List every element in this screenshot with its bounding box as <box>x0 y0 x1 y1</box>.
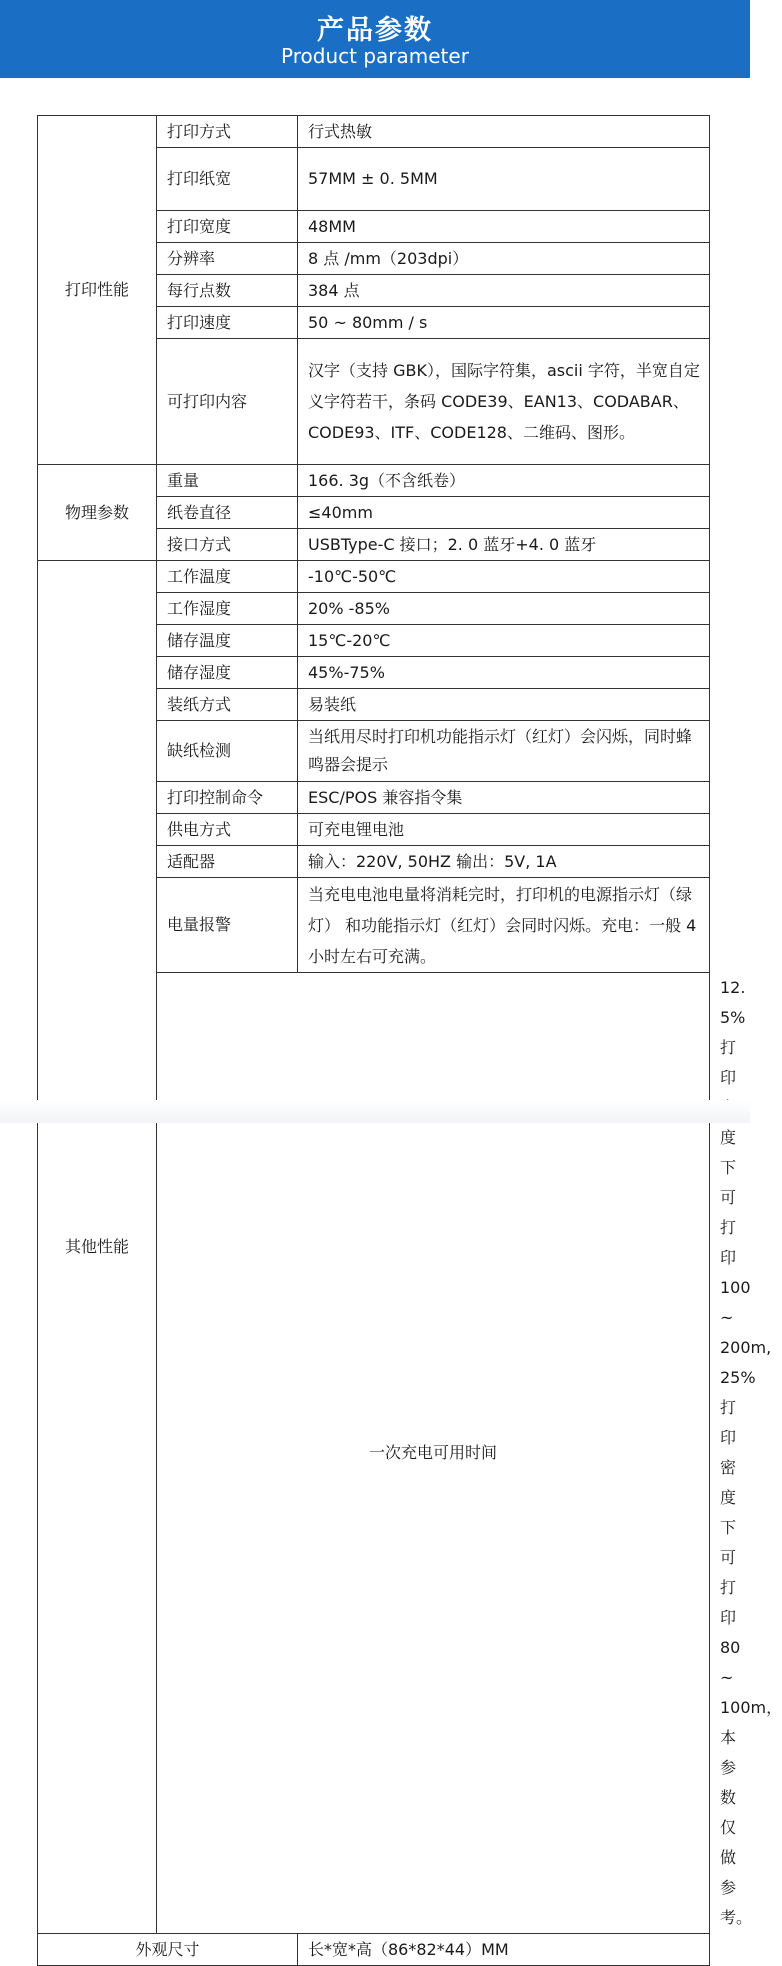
row-label: 一次充电可用时间 <box>157 973 710 1934</box>
row-value: 50 ~ 80mm / s <box>298 307 710 339</box>
row-value: ≤40mm <box>298 497 710 529</box>
row-value: 当纸用尽时打印机功能指示灯（红灯）会闪烁，同时蜂鸣器会提示 <box>298 721 710 782</box>
row-value: 45%-75% <box>298 657 710 689</box>
row-value: 当充电电池电量将消耗完时，打印机的电源指示灯（绿灯） 和功能指示灯（红灯）会同时闪烁。充电：一般 4 小时左右可充满。 <box>298 878 710 973</box>
row-label: 每行点数 <box>157 275 298 307</box>
row-label: 储存湿度 <box>157 657 298 689</box>
row-value: 384 点 <box>298 275 710 307</box>
row-label: 打印纸宽 <box>157 148 298 211</box>
group-label-print: 打印性能 <box>38 116 157 465</box>
table-row: 一次充电可用时间 12. 5%打印 度下可打印 100 ~ 200m, 25% 打印密度下可打印 80 ~ 100m，本参数仅做参考。 <box>38 973 710 1934</box>
row-label: 打印方式 <box>157 116 298 148</box>
row-label: 工作湿度 <box>157 593 298 625</box>
table-row <box>38 116 710 148</box>
row-value: 易装纸 <box>298 689 710 721</box>
row-label: 打印速度 <box>157 307 298 339</box>
row-value: 行式热敏 <box>298 116 710 148</box>
row-label: 电量报警 <box>157 878 298 973</box>
row-label: 缺纸检测 <box>157 721 298 782</box>
row-label: 适配器 <box>157 846 298 878</box>
row-value: 汉字（支持 GBK），国际字符集，ascii 字符，半宽自定义字符若干，条码 CODE39、EAN13、CODABAR、CODE93、ITF、CODE128、二维码、图形。 <box>298 339 710 465</box>
row-value: USBType-C 接口；2. 0 蓝牙+4. 0 蓝牙 <box>298 529 710 561</box>
row-value: 166. 3g（不含纸卷） <box>298 465 710 497</box>
bottom-divider <box>0 1100 750 1123</box>
row-label: 接口方式 <box>157 529 298 561</box>
row-label: 装纸方式 <box>157 689 298 721</box>
spec-table <box>37 115 782 1966</box>
row-value: 输入：220V, 50HZ 输出：5V, 1A <box>298 846 710 878</box>
table-row <box>38 561 710 593</box>
row-label: 可打印内容 <box>157 339 298 465</box>
row-label: 重量 <box>157 465 298 497</box>
row-value: 57MM ± 0. 5MM <box>298 148 710 211</box>
group-label-other: 其他性能 <box>38 561 157 1934</box>
page-title: 产品参数 <box>317 15 433 46</box>
row-label: 储存温度 <box>157 625 298 657</box>
page-subtitle: Product parameter <box>281 44 469 68</box>
row-value: 长*宽*高（86*82*44）MM <box>298 1934 710 1966</box>
row-value: 20% -85% <box>298 593 710 625</box>
row-label: 工作温度 <box>157 561 298 593</box>
table-row <box>38 465 710 497</box>
header-banner <box>0 0 750 78</box>
row-value: 可充电锂电池 <box>298 814 710 846</box>
row-value: 8 点 /mm（203dpi） <box>298 243 710 275</box>
row-label: 外观尺寸 <box>38 1934 298 1966</box>
row-value: -10℃-50℃ <box>298 561 710 593</box>
group-label-physical: 物理参数 <box>38 465 157 561</box>
table-row <box>38 1934 710 1966</box>
row-value: 15℃-20℃ <box>298 625 710 657</box>
row-value: 48MM <box>298 211 710 243</box>
row-label: 纸卷直径 <box>157 497 298 529</box>
row-label: 打印宽度 <box>157 211 298 243</box>
row-label: 打印控制命令 <box>157 782 298 814</box>
row-label: 供电方式 <box>157 814 298 846</box>
row-value: ESC/POS 兼容指令集 <box>298 782 710 814</box>
row-label: 分辨率 <box>157 243 298 275</box>
